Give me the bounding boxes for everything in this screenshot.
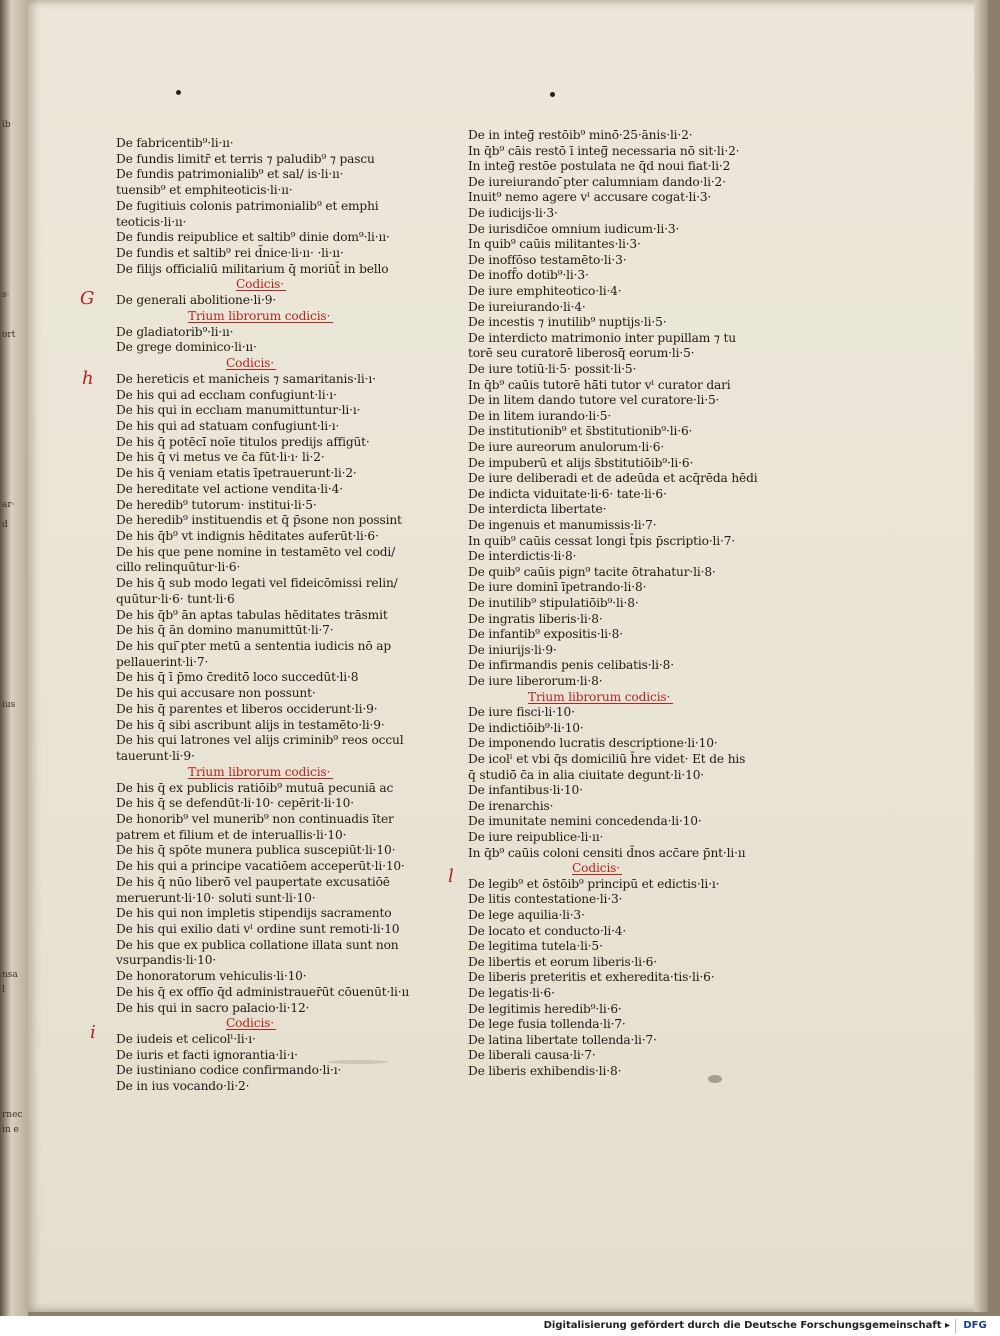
index-entry: De honoratorum vehiculis·li·10· (116, 969, 307, 984)
index-entry: De his q̄ ex offı̄o q̄d administrauer̄ūt cōuenūt·li·ıı (116, 984, 409, 999)
index-entry: De inoffōso testamēto·li·3· (468, 252, 627, 267)
left-page-edge (0, 0, 28, 1316)
index-entry: De inoff̄o dotib⁹·li·3· (468, 268, 589, 283)
index-entry: De honorib⁹ vel munerib⁹ non continuadis īter (116, 811, 394, 826)
footer-bar (0, 1316, 1000, 1336)
index-entry: pellauerint·li·7· (116, 654, 209, 669)
rubric-text: Trium librorum codicis· (188, 764, 331, 779)
index-entry: De grege dominico·li·ıı· (116, 340, 257, 355)
index-entry: De iudeis et celicolˡ·li·ı· (116, 1032, 256, 1047)
index-entry: De his q̄ ī p̄mo c̄reditō̄ loco succedūt·li·8 (116, 670, 359, 685)
index-entry: De fugitiuis colonis patrimonialib⁹ et emphi (116, 198, 379, 213)
index-entry: De infirmandis penis celibatis·li·8· (468, 658, 674, 673)
index-entry: De his qui ̄pter metū a sententia iudicis nō ap (116, 639, 392, 654)
index-entry: In quib⁹ caūis militantes·li·3· (468, 237, 641, 252)
index-entry: De his qui in ecclıam manumittuntur·li·ı· (116, 403, 361, 418)
index-entry: De iure deliberadi et de adeūda et acq̄rēda hēdi (468, 471, 758, 486)
margin-letter-g: G (80, 288, 95, 309)
index-entry: De iure reipublice·li·ıı· (468, 830, 604, 844)
index-entry: De incestis ⁊ inutilib⁹ nuptijs·li·5· (468, 315, 667, 330)
index-entry: De his q̄ sub modo legati vel fideicōmissi relin/ (116, 576, 398, 591)
index-entry: De heredib⁹ tutorum· institui·li·5· (116, 497, 317, 512)
edge-fragment: ar· (2, 500, 15, 510)
section-heading (528, 690, 670, 706)
index-entry: De iureiurando·li·4· (468, 299, 586, 314)
index-entry: De interdictis·li·8· (468, 549, 577, 564)
index-entry: De iure dominī īpetrando·li·8· (468, 580, 647, 595)
index-entry: De his q̄ ex publicis ratiōib⁹ mutuā pecuniā ac (116, 780, 394, 795)
index-entry: De fundis reipublice et saltib⁹ dinie dom⁹·li·ıı· (116, 230, 390, 245)
index-entry: De iuris et facti ignorantia·li·ı· (116, 1047, 298, 1062)
index-entry: De his q̄b⁹ ān aptas tabulas hēditates trāsmit (116, 607, 388, 622)
index-entry: torē seu curatorē liberosq̄̄ eorum·li·5· (468, 346, 695, 361)
edge-fragment: ius (2, 700, 16, 710)
index-entry: De his qui ad ecclıam confugiunt·li·ı· (116, 387, 337, 402)
index-entry: patrem et filium et de interuallis·li·10· (116, 827, 347, 842)
manuscript-page (28, 0, 988, 1312)
index-entry: De interdicto matrimonio inter pupillam ⁊ tu (468, 330, 736, 345)
rubric-text: Codicis· (572, 861, 621, 876)
section-heading (226, 1016, 274, 1032)
index-entry: De ingratis liberis·li·8· (468, 611, 603, 626)
margin-letter-i: i (90, 1022, 96, 1043)
index-entry: quūtur·li·6· tunt·li·6 (116, 591, 235, 606)
index-entry: De imponendo lucratis descriptione·li·10· (468, 736, 718, 751)
index-entry: De liberali causa·li·7· (468, 1048, 596, 1063)
index-entry: De fabricentib⁹·li·ıı· (116, 136, 234, 150)
index-entry: De his q̄ veniam etatis īpetrauerunt·li·2· (116, 466, 357, 481)
index-entry: De icolˡ et vbi q̄s domiciliū h̄re videt· Et de his (468, 752, 746, 766)
index-entry: De irenarchis· (468, 798, 554, 813)
index-entry: De iudicijs·li·3· (468, 206, 558, 220)
index-entry: De his qui non impletis stipendijs sacramento (116, 906, 392, 921)
index-entry: De his q̄ potēcı̄̄ noīe titulos predijs affigūt· (116, 434, 370, 449)
section-heading (226, 356, 274, 372)
rubric-text: Trium librorum codicis· (528, 689, 671, 704)
index-entry: De his qui latrones vel alijs criminib⁹ reos occul (116, 733, 404, 748)
index-entry: q̄ studiō̄ c̄a in alia ciuitate degunt·li·10· (468, 767, 705, 782)
rubric-text: Codicis· (226, 1016, 275, 1031)
index-entry: De iure aureorum anulorum·li·6· (468, 440, 665, 454)
index-entry: De institutionib⁹ et s̄bstitutionib⁹·li·6· (468, 424, 693, 439)
index-entry: De legib⁹ et ōstōib⁹ principū et edictis·li·ı· (468, 876, 720, 891)
edge-fragment: nsa (2, 970, 18, 980)
index-entry: De impuberū et alijs s̄bstitutiōib⁹·li·6· (468, 455, 694, 470)
edge-fragment: in e (2, 1125, 19, 1135)
index-entry: De his q̄b⁹ vt indignis hēditates auferūt·li·6· (116, 529, 379, 543)
edge-fragment: rnec (2, 1110, 23, 1120)
index-entry: De imunitate nemini concedenda·li·10· (468, 814, 702, 829)
rubric-text: Codicis· (236, 277, 285, 292)
index-entry: In inteḡ̄ restōe postulata ne q̄d noui fiat·li·2 (468, 159, 731, 174)
index-entry: teoticis·li·ıı· (116, 214, 187, 229)
edge-fragment: ib (2, 120, 11, 130)
index-entry: De iure liberorum·li·8· (468, 674, 603, 688)
index-entry: De lege aquilia·li·3· (468, 908, 585, 922)
index-entry: De in ius vocando·li·2· (116, 1079, 250, 1094)
ink-dot (176, 90, 181, 95)
index-entry: De generali abolitione·li·9· (116, 293, 277, 308)
index-entry: De hereditate vel actione vendita·li·4· (116, 481, 343, 496)
index-entry: In q̄b⁹ cāis restō ī inteḡ̄ necessaria nō sit·li·2· (468, 143, 740, 158)
index-entry: De his q̄ se defendūt·li·10· cepērit·li·10· (116, 796, 354, 811)
index-entry: De locato et conducto·li·4· (468, 923, 627, 938)
index-entry: De his q̄ sibi ascribunt alijs in testamēto·li·9· (116, 717, 385, 732)
index-entry: In quib⁹ caūis cessat longi t̄pis p̄scriptio·li·7· (468, 533, 736, 548)
index-entry: meruerunt·li·10· soluti sunt·li·10· (116, 890, 316, 905)
index-entry: De liberis exhibendis·li·8· (468, 1064, 622, 1078)
ink-dot (550, 92, 555, 97)
rubric-text: Codicis· (226, 356, 275, 371)
index-entry: De his q̄ spōte munera publica suscepiūt·li·10· (116, 843, 396, 858)
edge-fragment: l (2, 985, 5, 995)
index-entry: De his qui a principe vacatiōem acceperūt·li·10· (116, 859, 405, 874)
index-entry: De fundis patrimonialib⁹ et sal/ is·li·ıı· (116, 167, 344, 182)
index-entry: De in litem dando tutore vel curatore·li·5· (468, 393, 720, 408)
index-entry: De iustiniano codice confirmando·li·ı· (116, 1063, 342, 1078)
index-entry: De infantib⁹ expositis·li·8· (468, 627, 623, 642)
edge-fragment: s· (2, 290, 10, 300)
index-entry: Inuit⁹ nemo agere vˡ accusare cogat·li·3· (468, 190, 712, 205)
left-edge-fragments (2, 0, 26, 1316)
index-entry: De litis contestatione·li·3· (468, 892, 623, 907)
index-entry: De ingenuis et manumissis·li·7· (468, 518, 657, 532)
index-entry: De lege fusia tollenda·li·7· (468, 1017, 626, 1032)
index-entry: De filijs officialiū militarium q̄ moriūt̄ in bello (116, 261, 389, 276)
index-entry: De his que ex publica collatione illata sunt non (116, 937, 399, 952)
index-entry: De legitima tutela·li·5· (468, 939, 603, 954)
index-entry: De his qui accusare non possunt· (116, 686, 316, 701)
index-entry: De heredib⁹ instituendis et q̄ p̄sone non possint (116, 513, 402, 528)
index-entry: In q̄b⁹ caūis coloni censiti d̄nos acc̄are p̄nt·li·ıı (468, 845, 746, 860)
dfg-logo: DFG (955, 1319, 994, 1333)
edge-fragment: ort (2, 330, 16, 340)
index-entry: De his que pene nomine in testamēto vel codi/ (116, 544, 396, 559)
index-entry: De interdicta libertate· (468, 502, 607, 517)
index-entry: cillo relinquūtur·li·6· (116, 560, 241, 575)
index-entry: De iureiurando ̄pter calumniam dando·li·2· (468, 174, 726, 189)
index-entry: De indicta viduitate·li·6· tate·li·6· (468, 486, 667, 501)
index-entry: vsurpandis·li·10· (116, 953, 217, 968)
section-heading (188, 309, 330, 325)
index-entry: De iniurijs·li·9· (468, 642, 557, 657)
index-entry: De his qui ad statuam confugiunt·li·ı· (116, 418, 340, 433)
digitization-credit: Digitalisierung gefördert durch die Deutsche Forschungsgemeinschaft ▸ (543, 1320, 950, 1331)
margin-letter-l: l (448, 866, 454, 887)
index-entry: De in litem iurando·li·5· (468, 408, 612, 423)
index-entry: De iure emphiteotico·li·4· (468, 284, 622, 298)
index-entry: De his qui in sacro palacio·li·12· (116, 1000, 310, 1015)
edge-fragment: d (2, 520, 8, 530)
index-entry: De his q̄ parentes et liberos occiderunt·li·9· (116, 701, 378, 716)
index-entry: De hereticis et manicheis ⁊ samaritanis·li·ı· (116, 371, 376, 386)
index-entry: De indictiōib⁹·li·10· (468, 720, 584, 735)
index-entry: De inutilib⁹ stipulatiōib⁹·li·8· (468, 596, 639, 610)
section-heading (572, 861, 620, 877)
index-entry: De quib⁹ caūis pign⁹ tacite ōtrahatur·li·8· (468, 564, 716, 579)
section-heading (188, 765, 330, 781)
paper-stain (708, 1075, 722, 1083)
index-entry: De his qui exilio dati vˡ ordine sunt remoti·li·10 (116, 922, 400, 936)
index-entry: De iurisdic̄oe omnium iudicum·li·3· (468, 221, 680, 236)
index-entry: De iure totiū·li·5· possit·li·5· (468, 362, 637, 376)
index-entry: De liberis preteritis et exheredita·tis·li·6· (468, 970, 715, 985)
index-entry: De infantibus·li·10· (468, 783, 583, 798)
page-right-edge (974, 0, 988, 1312)
index-entry: De latina libertate tollenda·li·7· (468, 1032, 657, 1047)
index-entry: De legatis·li·6· (468, 986, 555, 1000)
index-entry: De his q̄ nūo liberō̄ vel paupertate excusatiōē (116, 874, 390, 889)
index-entry: De in inteḡ̄ restōib⁹ minō̄·25·ānis·li·2· (468, 128, 693, 142)
index-entry: De fundis limitr̄ et terris ⁊ paludib⁹ ⁊ pascu (116, 151, 375, 166)
index-entry: In q̄b⁹ caūis tutorē hā̄ti tutor vˡ curator dari (468, 377, 731, 392)
index-entry: De gladiatorib⁹·li·ıı· (116, 324, 234, 339)
index-entry: De his q̄ ān domino manumittūt·li·7· (116, 623, 334, 638)
index-entry: tauerunt·li·9· (116, 749, 195, 764)
index-entry: tuensib⁹ et emphiteoticis·li·ıı· (116, 183, 293, 198)
index-entry: De fundis et saltib⁹ rei d̃nice·li·ıı· ·li·ıı· (116, 246, 344, 261)
margin-letter-h: h (82, 368, 94, 389)
section-heading (236, 277, 284, 293)
rubric-text: Trium librorum codicis· (188, 308, 331, 323)
index-entry: De libertis et eorum liberis·li·6· (468, 954, 657, 969)
index-entry: De iure fisci·li·10· (468, 705, 575, 720)
index-entry: De legitimis heredib⁹·li·6· (468, 1001, 622, 1016)
index-entry: De his q̄ vi metus ve c̄a fūt·li·ı· li·2· (116, 450, 325, 465)
